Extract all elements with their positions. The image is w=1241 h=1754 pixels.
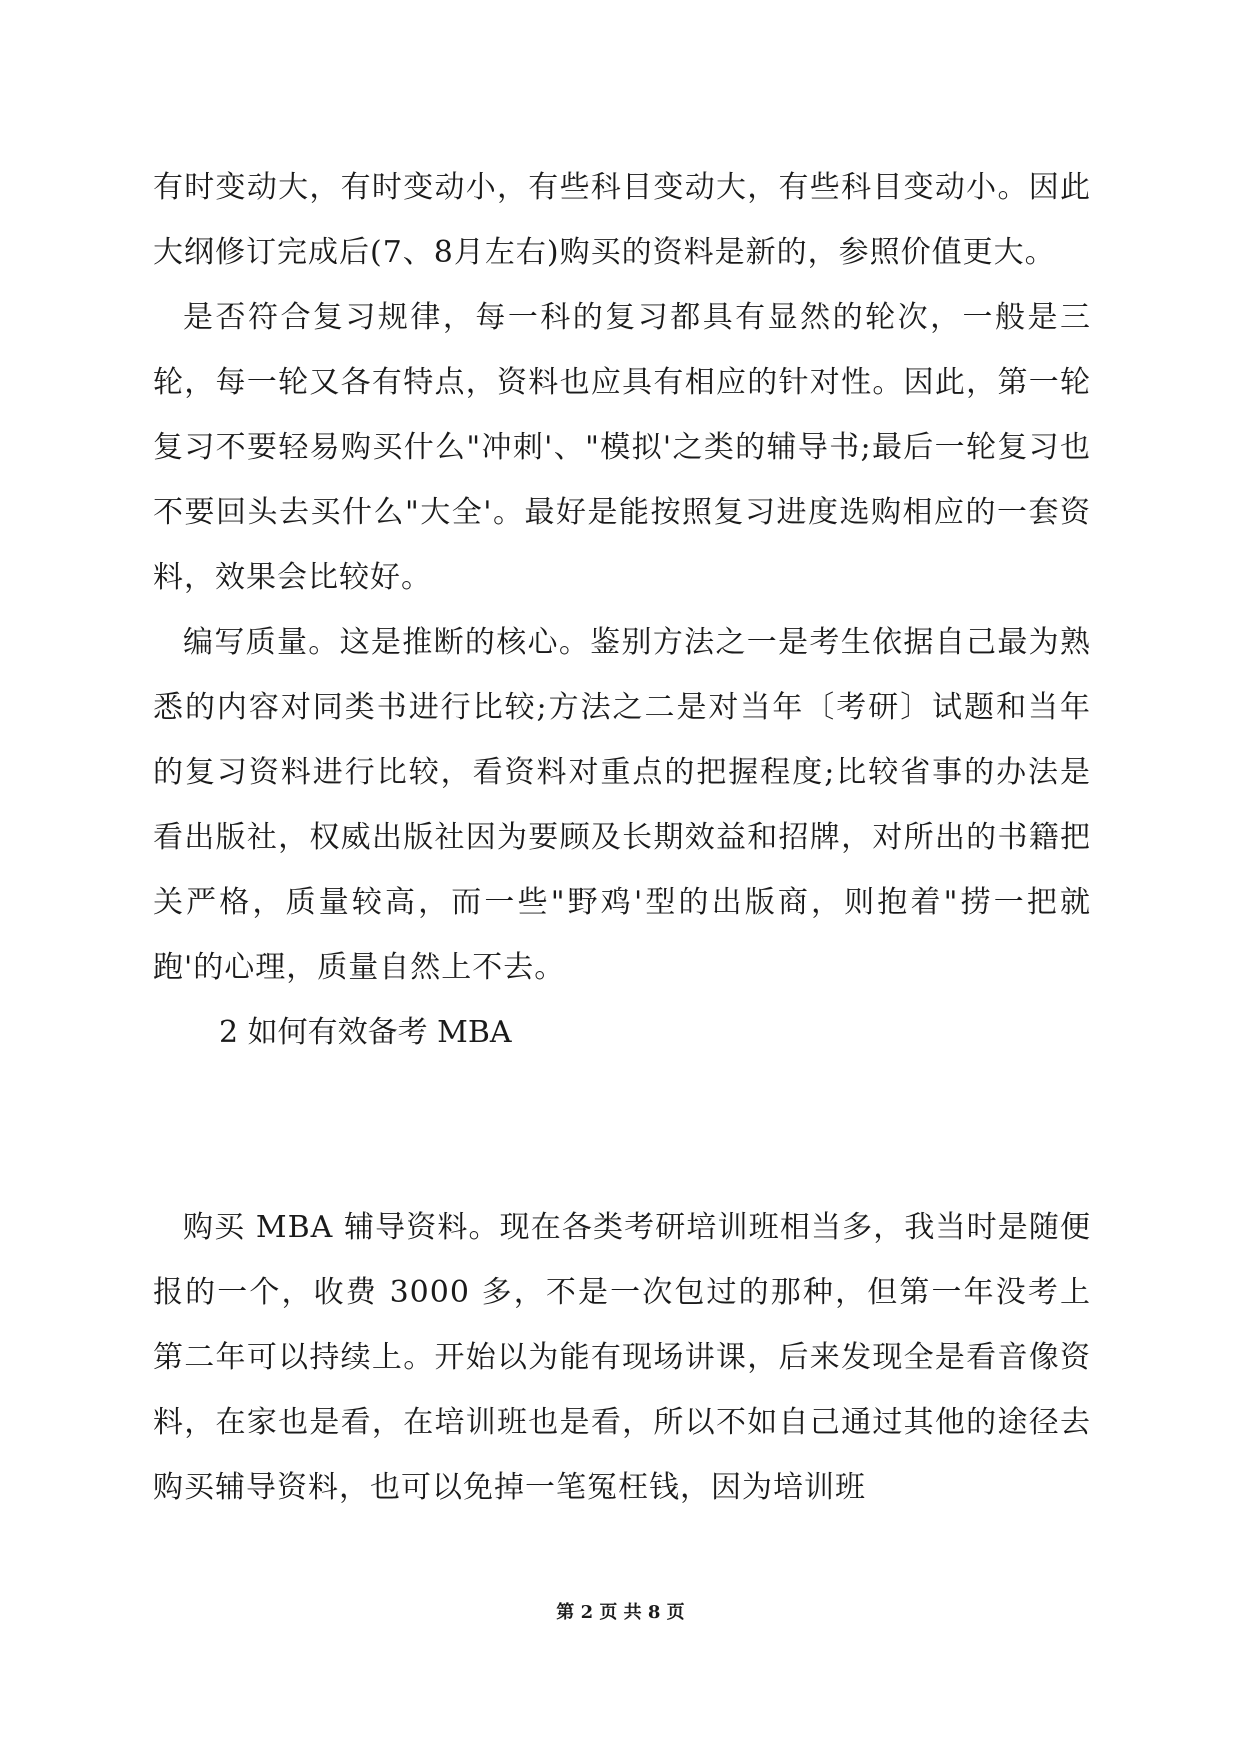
page-number-footer: 第 2 页 共 8 页	[556, 1602, 685, 1623]
document-body	[153, 155, 1091, 1520]
paragraph-review-pattern: 是否符合复习规律，每一科的复习都具有显然的轮次，一般是三轮，每一轮又各有特点，资料也应具有相应的针对性。因此，第一轮复习不要轻易购买什么"冲刺'、"模拟'之类的辅导书;最后一轮复习也不要回头去买什么"大全'。最好是能按照复习进度选购相应的一套资料，效果会比较好。	[153, 300, 1091, 595]
paragraph-continuation: 有时变动大，有时变动小，有些科目变动大，有些科目变动小。因此大纲修订完成后(7、8月左右)购买的资料是新的，参照价值更大。	[153, 170, 1091, 270]
paragraph-writing-quality: 编写质量。这是推断的核心。鉴别方法之一是考生依据自己最为熟悉的内容对同类书进行比较;方法之二是对当年〔考研〕试题和当年的复习资料进行比较，看资料对重点的把握程度;比较省事的办法是看出版社，权威出版社因为要顾及长期效益和招牌，对所出的书籍把关严格，质量较高，而一些"野鸡'型的出版商，则抱着"捞一把就跑'的心理，质量自然上不去。	[153, 625, 1091, 985]
section-heading: 2 如何有效备考 MBA	[219, 1015, 512, 1050]
section-spacer	[153, 1065, 1091, 1195]
paragraph-buy-materials: 购买 MBA 辅导资料。现在各类考研培训班相当多，我当时是随便报的一个，收费 3000 多，不是一次包过的那种，但第一年没考上第二年可以持续上。开始以为能有现场讲课，后来发现全是看音像资料，在家也是看，在培训班也是看，所以不如自己通过其他的途径去购买辅导资料，也可以免掉一笔冤枉钱，因为培训班	[153, 1210, 1091, 1505]
